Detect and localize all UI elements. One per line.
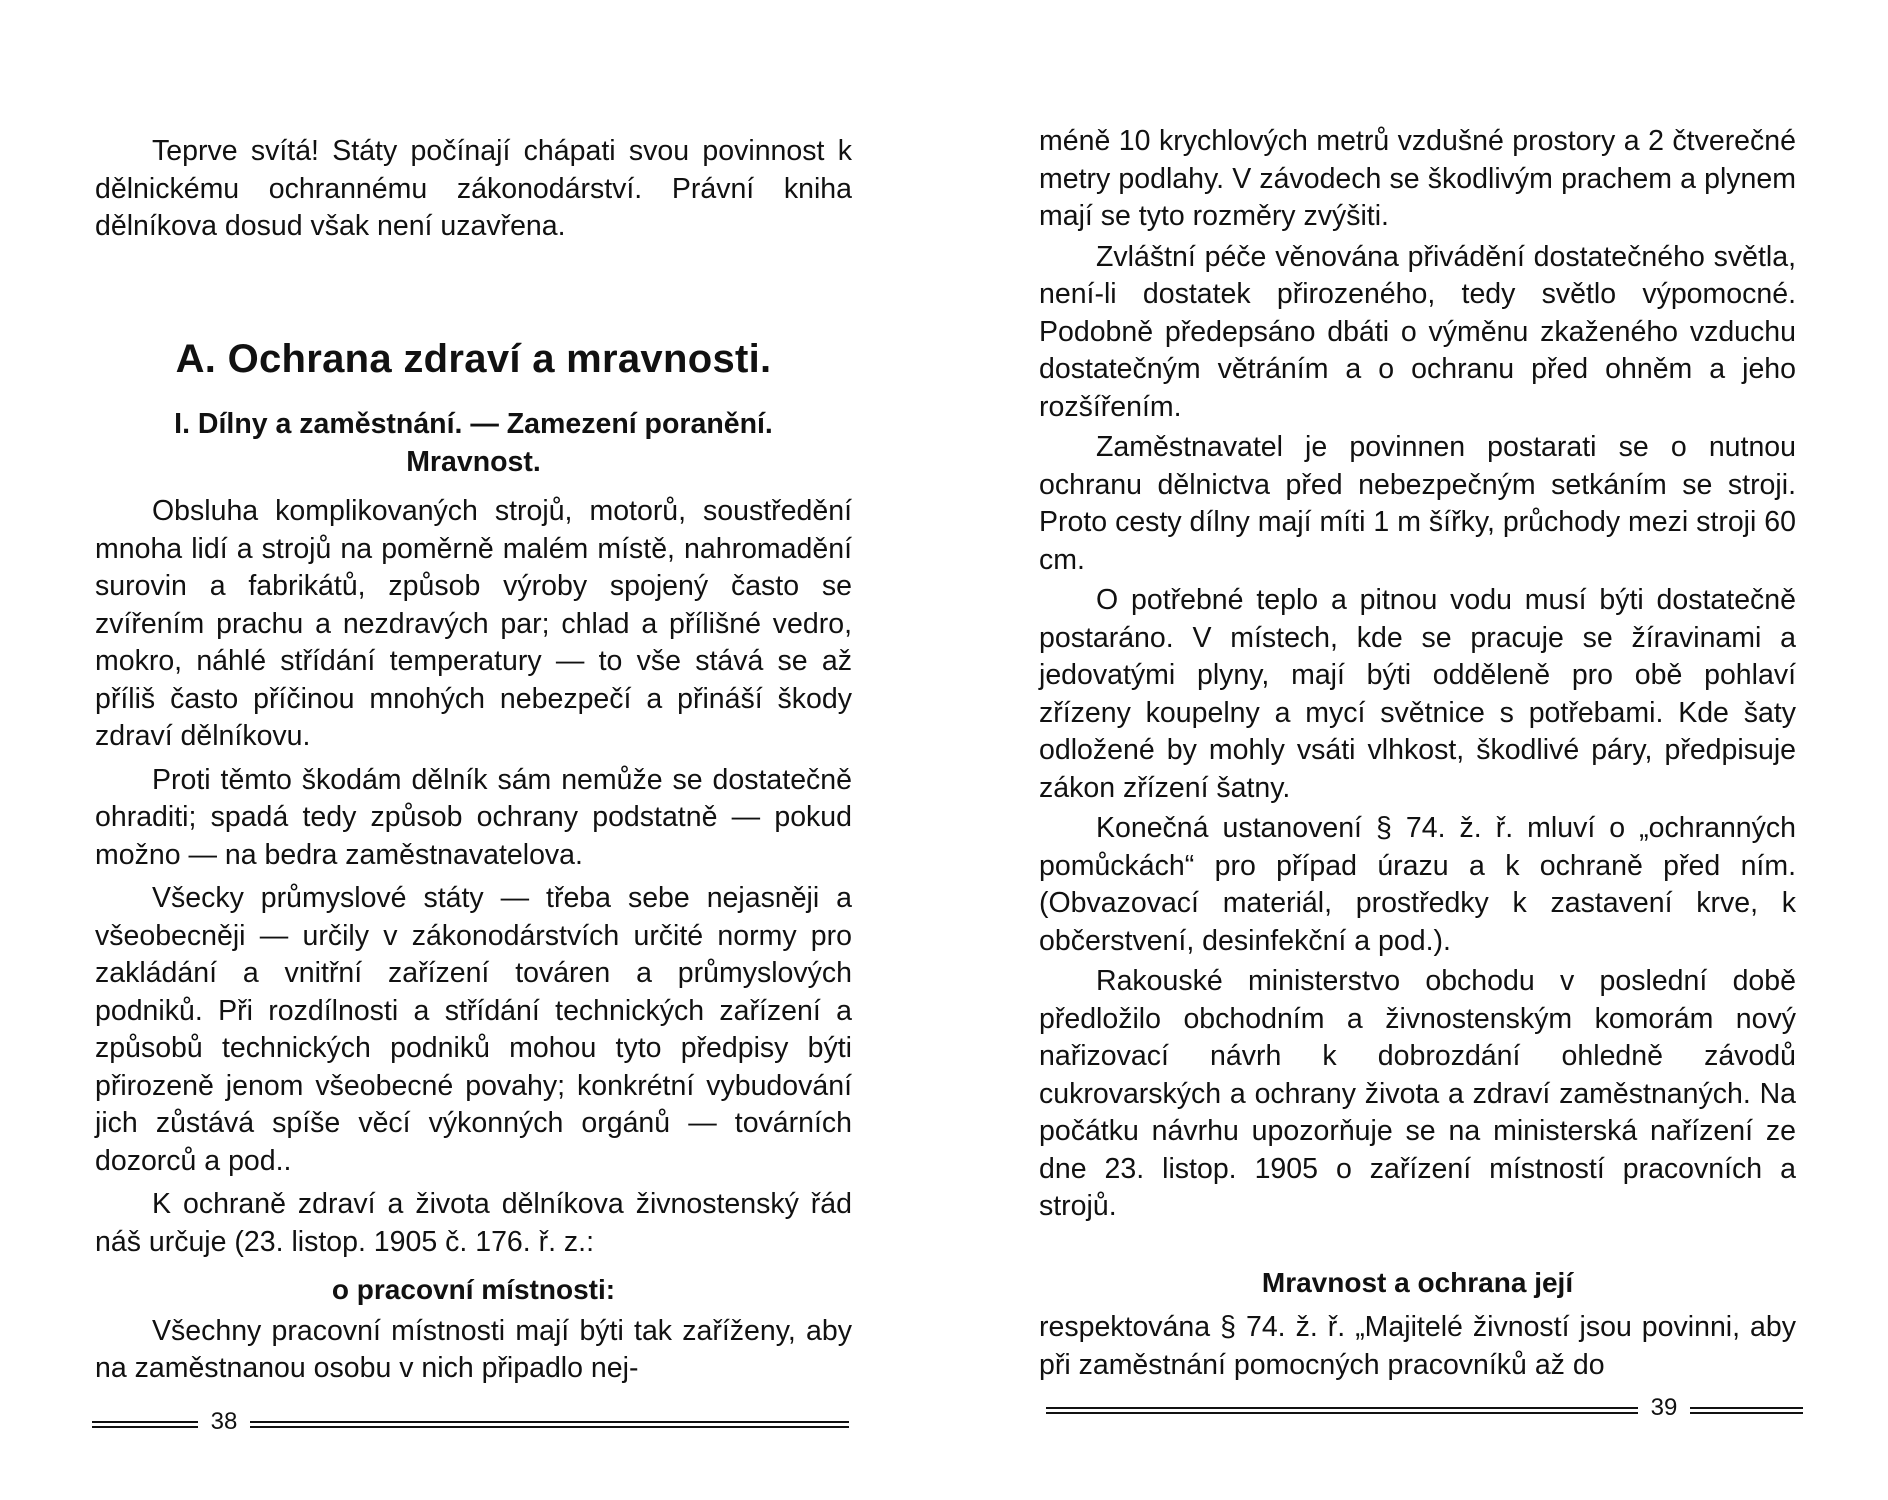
body-paragraph: Proti těmto škodám dělník sám nemůže se dostatečně ohraditi; spadá tedy způsob ochrany podstatně — pokud možno — na bedra zaměstnavatelova. bbox=[95, 763, 852, 871]
body-paragraph: K ochraně zdraví a života dělníkova živnostenský řád náš určuje (23. listop. 1905 č. 176. ř. z.: bbox=[95, 1188, 852, 1258]
section-heading: A. Ochrana zdraví a mravnosti. bbox=[175, 337, 772, 381]
intro-paragraph: Teprve svítá! Státy počínají chápati svou povinnost k dělnickému ochrannému zákonodárství. Právní kniha dělníkova dosud však není uzavřena. bbox=[95, 135, 852, 242]
footer-rule-left bbox=[1046, 1407, 1638, 1409]
body-paragraph: Rakouské ministerstvo obchodu v poslední době předložilo obchodním a živnostenským komorám nový nařizovací návrh k dobrozdání ohledně závodů cukrovarských a ochrany života a zdraví zaměstnaných. Na počátku návrhu upozorňuje se na ministerská nařízení ze dne 23. listop. 1905 o zařízení místností pracovních a strojů. bbox=[1039, 965, 1796, 1222]
subsection-heading: Mravnost a ochrana její bbox=[1261, 1266, 1574, 1298]
page-footer bbox=[1046, 1394, 1803, 1421]
body-paragraph: Všecky průmyslové státy — třeba sebe nejasněji a všeobecněji — určily v zákonodárstvích určité normy pro zakládání a vnitřní zařízení továren a průmyslových podniků. Při rozdílnosti a střídání technických zařízení a způsobů technických podniků mohou tyto předpisy býti přirozeně jenom všeobecné povahy; konkrétní vybudování jich zůstává spíše věcí výkonných orgánů — továrních dozorců a pod.. bbox=[95, 882, 852, 1177]
left-body bbox=[95, 493, 852, 1388]
left-page-text bbox=[95, 133, 852, 246]
body-paragraph: Obsluha komplikovaných strojů, motorů, soustředění mnoha lidí a strojů na poměrně malém místě, nahromadění surovin a fabrikátů, způsob výroby spojený často se zvířením prachu a nezdravých par; chlad a přílišné vedro, mokro, náhlé střídání temperatury — to vše stává se až příliš často příčinou mnohých nebezpečí a přináší škody zdraví dělníkovu. bbox=[95, 495, 852, 752]
left-heading-block bbox=[95, 335, 852, 383]
footer-rule-right bbox=[1690, 1407, 1803, 1409]
page-number: 38 bbox=[210, 1408, 238, 1435]
page-number: 39 bbox=[1650, 1394, 1678, 1421]
body-paragraph: respektována § 74. ž. ř. „Majitelé živností jsou povinni, aby při zaměstnání pomocných pracovníků až do bbox=[1039, 1311, 1796, 1381]
page-footer bbox=[92, 1408, 849, 1435]
right-page bbox=[944, 0, 1888, 1500]
footer-rule-right bbox=[250, 1421, 849, 1423]
left-subheading-block bbox=[95, 406, 852, 481]
body-paragraph: Zvláštní péče věnována přivádění dostatečného světla, není-li dostatek přirozeného, tedy světlo výpomocné. Podobně předepsáno dbáti o výměnu zkaženého vzduchu dostatečným větráním a o ochranu před ohněm a jeho rozšířením. bbox=[1039, 240, 1796, 423]
body-paragraph: Zaměstnavatel je povinnen postarati se o nutnou ochranu dělnictva před nebezpečným setkáním se stroji. Proto cesty dílny mají míti 1 m šířky, průchody mezi stroji 60 cm. bbox=[1039, 431, 1796, 576]
body-paragraph: O potřebné teplo a pitnou vodu musí býti dostatečně postaráno. V místech, kde se pracuje se žíravinami a jedovatými plyny, mají býti odděleně pro obě pohlaví zřízeny koupelny a mycí světnice s potřebami. Kde šaty odložené by mohly vsáti vlhkost, škodlivé páry, předpisuje zákon zřízení šatny. bbox=[1039, 584, 1796, 804]
body-paragraph: Konečná ustanovení § 74. ž. ř. mluví o „ochranných pomůckách“ pro případ úrazu a k ochraně před ním. (Obvazovací materiál, prostředky k zastavení krve, k občerstvení, desinfekční a pod.). bbox=[1039, 812, 1796, 957]
body-paragraph: Všechny pracovní místnosti mají býti tak zaříženy, aby na zaměstnanou osobu v nich připadlo nej- bbox=[95, 1314, 852, 1384]
right-body bbox=[1039, 123, 1796, 1384]
footer-rule-left bbox=[92, 1421, 198, 1423]
chapter-heading-cont: Mravnost. bbox=[406, 445, 541, 478]
subsection-heading: o pracovní místnosti: bbox=[331, 1274, 616, 1305]
body-paragraph: méně 10 krychlových metrů vzdušné prostory a 2 čtverečné metry podlahy. V závodech se škodlivým prachem a plynem mají se tyto rozměry zvýšiti. bbox=[1039, 125, 1796, 232]
chapter-heading: I. Dílny a zaměstnání. — Zamezení poranění. bbox=[174, 408, 773, 440]
